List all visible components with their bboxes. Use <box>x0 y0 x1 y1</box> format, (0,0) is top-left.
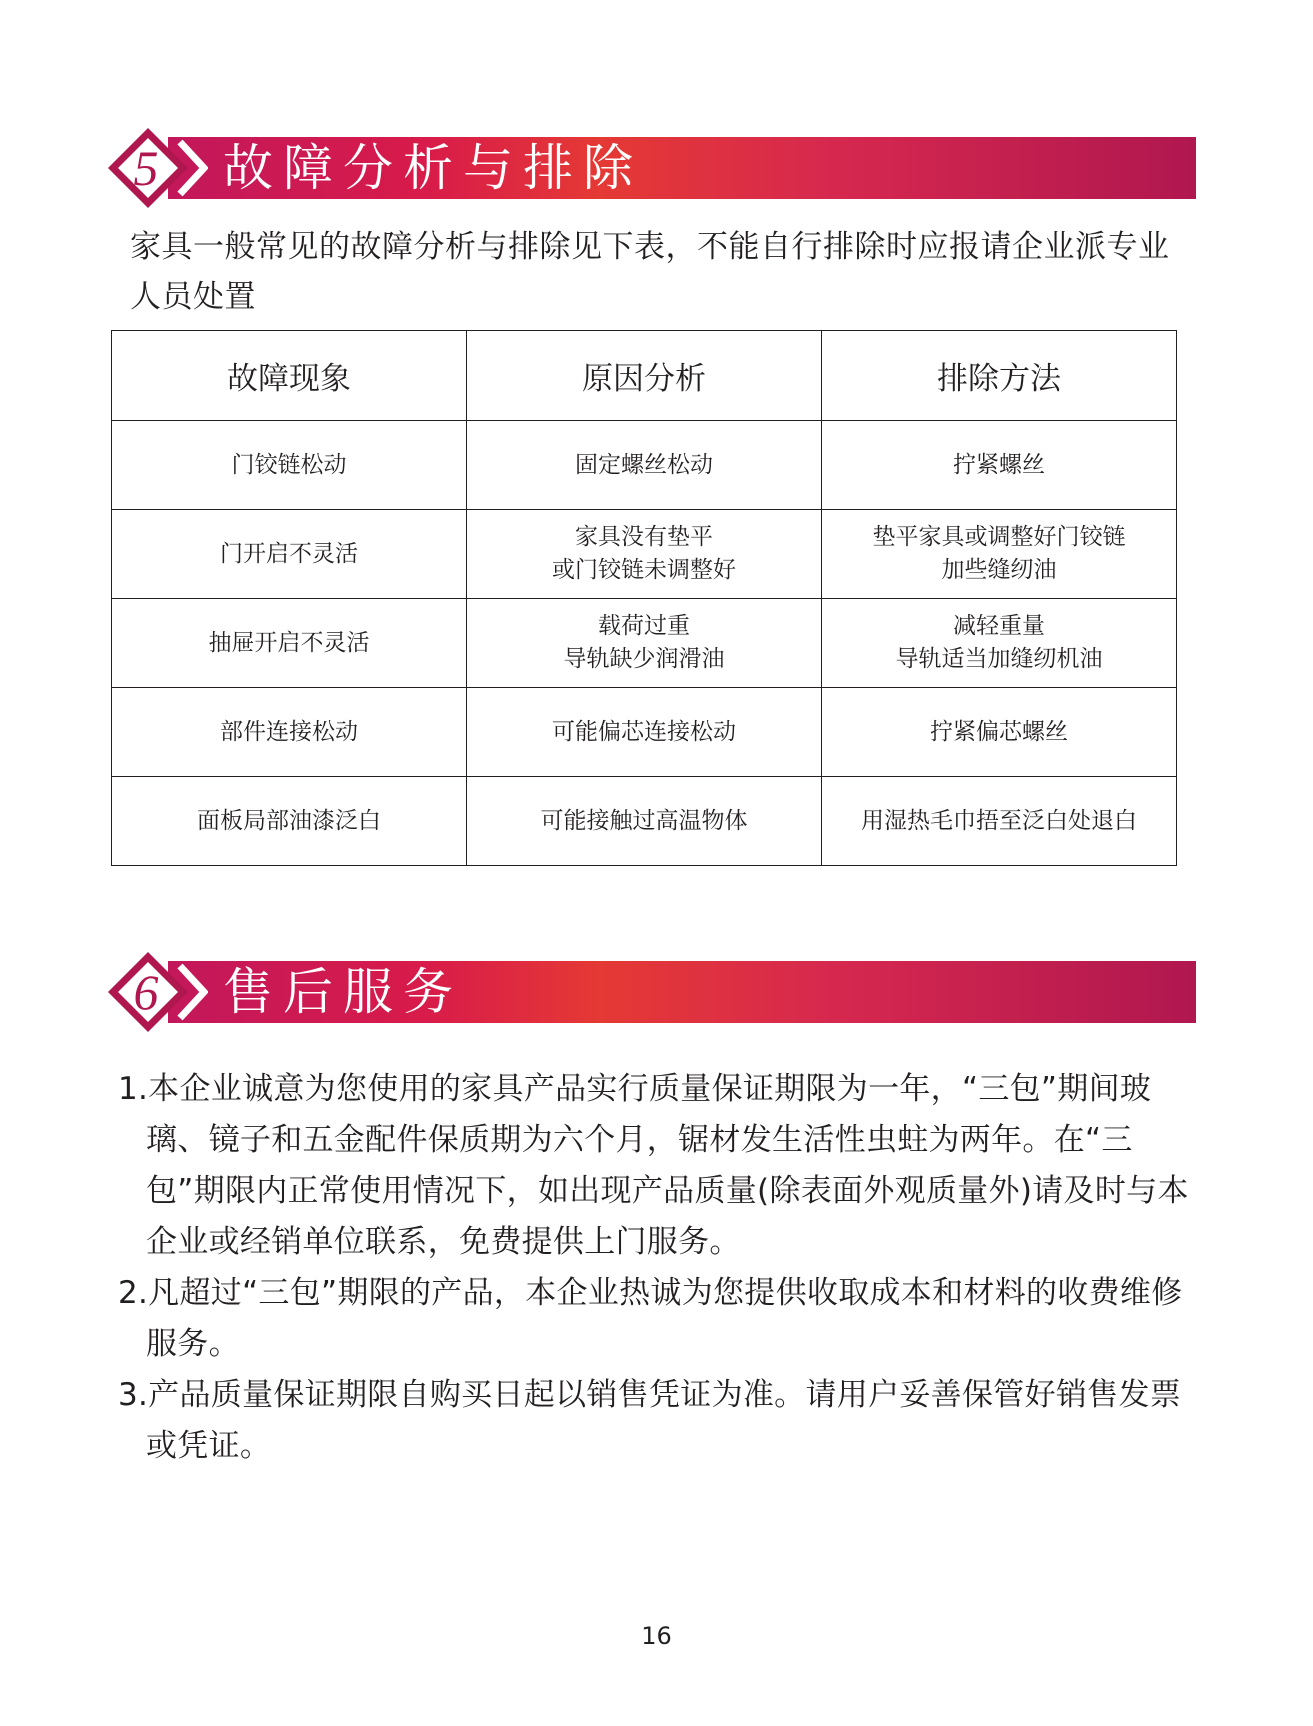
service-item: 1.本企业诚意为您使用的家具产品实行质量保证期限为一年，“三包”期间玻璃、镜子和五金配件保质期为六个月，锯材发生活性虫蛀为两年。在“三包”期限内正常使用情况下，如出现产品质量(除表面外观质量外)请及时与本企业或经销单位联系，免费提供上门服务。 <box>118 1071 1189 1260</box>
solution-cell: 拧紧螺丝 <box>822 421 1177 510</box>
symptom-cell: 部件连接松动 <box>112 688 467 777</box>
symptom-cell: 门铰链松动 <box>112 421 467 510</box>
cause-cell: 家具没有垫平 或门铰链未调整好 <box>467 510 822 599</box>
symptom-cell: 抽屉开启不灵活 <box>112 599 467 688</box>
table-row <box>112 777 1177 866</box>
table-row <box>112 510 1177 599</box>
section-5-number-badge <box>108 126 208 210</box>
header-symptom: 故障现象 <box>112 331 467 421</box>
solution-cell: 拧紧偏芯螺丝 <box>822 688 1177 777</box>
cause-cell: 可能偏芯连接松动 <box>467 688 822 777</box>
cause-cell: 可能接触过高温物体 <box>467 777 822 866</box>
solution-cell: 减轻重量 导轨适当加缝纫机油 <box>822 599 1177 688</box>
solution-cell: 垫平家具或调整好门铰链 加些缝纫油 <box>822 510 1177 599</box>
table-row <box>112 688 1177 777</box>
service-list <box>118 1064 1198 1472</box>
cause-cell: 载荷过重 导轨缺少润滑油 <box>467 599 822 688</box>
section-5-number: 5 <box>133 140 159 196</box>
section-6-number: 6 <box>133 964 159 1020</box>
section-6-header <box>108 950 1196 1034</box>
header-cause: 原因分析 <box>467 331 822 421</box>
section-6-title: 售后服务 <box>223 963 463 1021</box>
page-number: 16 <box>641 1622 672 1650</box>
section-5-intro: 家具一般常见的故障分析与排除见下表，不能自行排除时应报请企业派专业人员处置 <box>130 229 1170 315</box>
section-6-number-badge <box>108 950 208 1034</box>
header-solution: 排除方法 <box>822 331 1177 421</box>
symptom-cell: 面板局部油漆泛白 <box>112 777 467 866</box>
cause-cell: 固定螺丝松动 <box>467 421 822 510</box>
solution-cell: 用湿热毛巾捂至泛白处退白 <box>822 777 1177 866</box>
fault-table <box>111 330 1177 866</box>
table-header-row <box>112 331 1177 421</box>
service-item: 2.凡超过“三包”期限的产品，本企业热诚为您提供收取成本和材料的收费维修服务。 <box>118 1275 1183 1362</box>
service-item: 3.产品质量保证期限自购买日起以销售凭证为准。请用户妥善保管好销售发票或凭证。 <box>118 1377 1182 1464</box>
table-row <box>112 421 1177 510</box>
symptom-cell: 门开启不灵活 <box>112 510 467 599</box>
section-5-title: 故障分析与排除 <box>223 139 643 197</box>
table-row <box>112 599 1177 688</box>
section-5-header <box>108 126 1196 210</box>
